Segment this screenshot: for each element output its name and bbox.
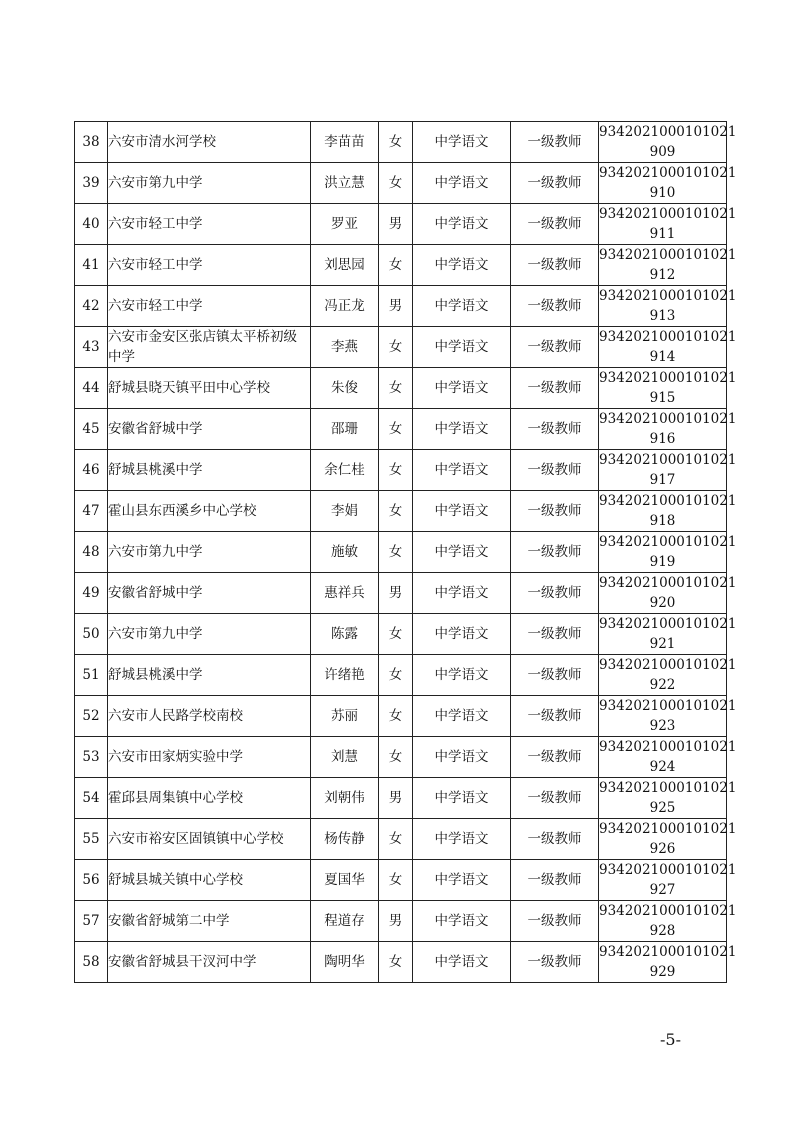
certificate-code-cell <box>599 532 737 573</box>
school-cell: 六安市金安区张店镇太平桥初级中学 <box>108 327 311 368</box>
gender-cell: 女 <box>379 737 413 778</box>
row-number: 56 <box>75 860 108 901</box>
teacher-name-cell: 罗亚 <box>311 204 379 245</box>
certificate-code-line2: 928 <box>649 923 676 939</box>
title-cell: 一级教师 <box>511 942 599 983</box>
row-number: 44 <box>75 368 108 409</box>
certificate-code-line1: 9342021000101021 <box>599 944 737 960</box>
certificate-code-line1: 9342021000101021 <box>599 534 737 550</box>
certificate-code-line2: 924 <box>649 759 676 775</box>
certificate-code-line2: 927 <box>649 882 676 898</box>
row-number: 58 <box>75 942 108 983</box>
certificate-code-line2: 923 <box>649 718 676 734</box>
subject-cell: 中学语文 <box>413 819 511 860</box>
teacher-name-cell: 冯正龙 <box>311 286 379 327</box>
certificate-code-line1: 9342021000101021 <box>599 329 737 345</box>
certificate-code-line1: 9342021000101021 <box>599 575 737 591</box>
certificate-code-cell <box>599 901 737 942</box>
gender-cell: 女 <box>379 655 413 696</box>
title-cell: 一级教师 <box>511 245 599 286</box>
teacher-name-cell: 邵珊 <box>311 409 379 450</box>
row-number: 46 <box>75 450 108 491</box>
table-row <box>75 491 727 532</box>
subject-cell: 中学语文 <box>413 327 511 368</box>
table-row <box>75 860 727 901</box>
table-row <box>75 368 727 409</box>
certificate-code-cell <box>599 655 737 696</box>
certificate-code-line2: 913 <box>649 308 676 324</box>
certificate-code-line1: 9342021000101021 <box>599 165 737 181</box>
gender-cell: 男 <box>379 778 413 819</box>
title-cell: 一级教师 <box>511 696 599 737</box>
certificate-code-line2: 918 <box>649 513 676 529</box>
subject-cell: 中学语文 <box>413 204 511 245</box>
certificate-code-line2: 914 <box>649 349 676 365</box>
subject-cell: 中学语文 <box>413 778 511 819</box>
gender-cell: 男 <box>379 573 413 614</box>
certificate-code-line1: 9342021000101021 <box>599 411 737 427</box>
row-number: 41 <box>75 245 108 286</box>
table-row <box>75 655 727 696</box>
certificate-code-line2: 915 <box>649 390 676 406</box>
gender-cell: 女 <box>379 491 413 532</box>
table-row <box>75 286 727 327</box>
teacher-name-cell: 陶明华 <box>311 942 379 983</box>
teacher-name-cell: 朱俊 <box>311 368 379 409</box>
gender-cell: 女 <box>379 696 413 737</box>
certificate-code-line2: 920 <box>649 595 676 611</box>
gender-cell: 女 <box>379 450 413 491</box>
title-cell: 一级教师 <box>511 737 599 778</box>
subject-cell: 中学语文 <box>413 368 511 409</box>
subject-cell: 中学语文 <box>413 245 511 286</box>
table-row <box>75 204 727 245</box>
row-number: 47 <box>75 491 108 532</box>
title-cell: 一级教师 <box>511 614 599 655</box>
school-cell: 霍邱县周集镇中心学校 <box>108 778 311 819</box>
certificate-code-line1: 9342021000101021 <box>599 698 737 714</box>
page-number: -5- <box>660 1030 681 1049</box>
gender-cell: 女 <box>379 245 413 286</box>
title-cell: 一级教师 <box>511 655 599 696</box>
school-cell: 安徽省舒城县干汊河中学 <box>108 942 311 983</box>
teacher-name-cell: 许绪艳 <box>311 655 379 696</box>
table-row <box>75 450 727 491</box>
table-row <box>75 327 727 368</box>
school-cell: 六安市人民路学校南校 <box>108 696 311 737</box>
subject-cell: 中学语文 <box>413 860 511 901</box>
table-row <box>75 737 727 778</box>
certificate-code-line2: 917 <box>649 472 676 488</box>
certificate-code-line2: 912 <box>649 267 676 283</box>
certificate-code-line2: 919 <box>649 554 676 570</box>
title-cell: 一级教师 <box>511 491 599 532</box>
teacher-name-cell: 刘思园 <box>311 245 379 286</box>
gender-cell: 男 <box>379 901 413 942</box>
gender-cell: 女 <box>379 163 413 204</box>
certificate-code-line2: 922 <box>649 677 676 693</box>
certificate-code-cell <box>599 163 737 204</box>
certificate-code-line1: 9342021000101021 <box>599 288 737 304</box>
gender-cell: 女 <box>379 532 413 573</box>
row-number: 49 <box>75 573 108 614</box>
certificate-code-cell <box>599 368 737 409</box>
certificate-code-line2: 910 <box>649 185 676 201</box>
title-cell: 一级教师 <box>511 204 599 245</box>
row-number: 38 <box>75 122 108 163</box>
subject-cell: 中学语文 <box>413 532 511 573</box>
row-number: 42 <box>75 286 108 327</box>
gender-cell: 女 <box>379 368 413 409</box>
row-number: 57 <box>75 901 108 942</box>
gender-cell: 男 <box>379 204 413 245</box>
teacher-name-cell: 陈露 <box>311 614 379 655</box>
gender-cell: 女 <box>379 860 413 901</box>
teacher-roster-table <box>74 121 737 983</box>
teacher-name-cell: 余仁桂 <box>311 450 379 491</box>
subject-cell: 中学语文 <box>413 450 511 491</box>
school-cell: 舒城县桃溪中学 <box>108 450 311 491</box>
table-row <box>75 122 727 163</box>
teacher-name-cell: 杨传静 <box>311 819 379 860</box>
subject-cell: 中学语文 <box>413 122 511 163</box>
certificate-code-cell <box>599 491 737 532</box>
school-cell: 安徽省舒城第二中学 <box>108 901 311 942</box>
gender-cell: 女 <box>379 327 413 368</box>
title-cell: 一级教师 <box>511 778 599 819</box>
subject-cell: 中学语文 <box>413 901 511 942</box>
certificate-code-line2: 909 <box>649 144 676 160</box>
gender-cell: 男 <box>379 286 413 327</box>
school-cell: 安徽省舒城中学 <box>108 409 311 450</box>
table-row <box>75 942 727 983</box>
title-cell: 一级教师 <box>511 409 599 450</box>
gender-cell: 女 <box>379 614 413 655</box>
teacher-name-cell: 李娟 <box>311 491 379 532</box>
title-cell: 一级教师 <box>511 860 599 901</box>
school-cell: 六安市轻工中学 <box>108 204 311 245</box>
subject-cell: 中学语文 <box>413 573 511 614</box>
certificate-code-line1: 9342021000101021 <box>599 493 737 509</box>
row-number: 39 <box>75 163 108 204</box>
teacher-name-cell: 夏国华 <box>311 860 379 901</box>
gender-cell: 女 <box>379 122 413 163</box>
certificate-code-line1: 9342021000101021 <box>599 370 737 386</box>
subject-cell: 中学语文 <box>413 655 511 696</box>
school-cell: 六安市裕安区固镇镇中心学校 <box>108 819 311 860</box>
row-number: 52 <box>75 696 108 737</box>
school-cell: 六安市田家炳实验中学 <box>108 737 311 778</box>
certificate-code-line1: 9342021000101021 <box>599 903 737 919</box>
table-row <box>75 409 727 450</box>
roster-body <box>75 122 737 983</box>
certificate-code-cell <box>599 450 737 491</box>
certificate-code-line1: 9342021000101021 <box>599 616 737 632</box>
table-row <box>75 163 727 204</box>
teacher-name-cell: 李苗苗 <box>311 122 379 163</box>
teacher-name-cell: 施敏 <box>311 532 379 573</box>
teacher-name-cell: 程道存 <box>311 901 379 942</box>
certificate-code-cell <box>599 573 737 614</box>
certificate-code-line1: 9342021000101021 <box>599 739 737 755</box>
row-number: 51 <box>75 655 108 696</box>
row-number: 53 <box>75 737 108 778</box>
school-cell: 舒城县桃溪中学 <box>108 655 311 696</box>
row-number: 55 <box>75 819 108 860</box>
certificate-code-cell <box>599 696 737 737</box>
certificate-code-line1: 9342021000101021 <box>599 206 737 222</box>
title-cell: 一级教师 <box>511 122 599 163</box>
title-cell: 一级教师 <box>511 573 599 614</box>
certificate-code-cell <box>599 122 737 163</box>
certificate-code-cell <box>599 409 737 450</box>
certificate-code-line2: 929 <box>649 964 676 980</box>
school-cell: 六安市轻工中学 <box>108 245 311 286</box>
certificate-code-line2: 911 <box>649 226 676 242</box>
school-cell: 舒城县城关镇中心学校 <box>108 860 311 901</box>
title-cell: 一级教师 <box>511 327 599 368</box>
row-number: 48 <box>75 532 108 573</box>
row-number: 50 <box>75 614 108 655</box>
title-cell: 一级教师 <box>511 286 599 327</box>
row-number: 45 <box>75 409 108 450</box>
teacher-name-cell: 刘朝伟 <box>311 778 379 819</box>
certificate-code-cell <box>599 614 737 655</box>
table-row <box>75 819 727 860</box>
certificate-code-cell <box>599 778 737 819</box>
school-cell: 霍山县东西溪乡中心学校 <box>108 491 311 532</box>
school-cell: 六安市清水河学校 <box>108 122 311 163</box>
subject-cell: 中学语文 <box>413 286 511 327</box>
teacher-name-cell: 李燕 <box>311 327 379 368</box>
subject-cell: 中学语文 <box>413 942 511 983</box>
certificate-code-cell <box>599 942 737 983</box>
certificate-code-line2: 926 <box>649 841 676 857</box>
title-cell: 一级教师 <box>511 368 599 409</box>
certificate-code-cell <box>599 245 737 286</box>
table-row <box>75 614 727 655</box>
gender-cell: 女 <box>379 942 413 983</box>
certificate-code-cell <box>599 327 737 368</box>
teacher-name-cell: 刘慧 <box>311 737 379 778</box>
certificate-code-line2: 921 <box>649 636 676 652</box>
school-cell: 六安市轻工中学 <box>108 286 311 327</box>
certificate-code-cell <box>599 204 737 245</box>
school-cell: 六安市第九中学 <box>108 163 311 204</box>
school-cell: 安徽省舒城中学 <box>108 573 311 614</box>
certificate-code-line1: 9342021000101021 <box>599 452 737 468</box>
certificate-code-line1: 9342021000101021 <box>599 657 737 673</box>
teacher-name-cell: 苏丽 <box>311 696 379 737</box>
school-cell: 舒城县晓天镇平田中心学校 <box>108 368 311 409</box>
certificate-code-line1: 9342021000101021 <box>599 862 737 878</box>
certificate-code-cell <box>599 737 737 778</box>
table-row <box>75 901 727 942</box>
school-cell: 六安市第九中学 <box>108 614 311 655</box>
certificate-code-line1: 9342021000101021 <box>599 780 737 796</box>
table-row <box>75 532 727 573</box>
row-number: 40 <box>75 204 108 245</box>
title-cell: 一级教师 <box>511 450 599 491</box>
subject-cell: 中学语文 <box>413 614 511 655</box>
title-cell: 一级教师 <box>511 819 599 860</box>
subject-cell: 中学语文 <box>413 491 511 532</box>
certificate-code-line1: 9342021000101021 <box>599 821 737 837</box>
row-number: 54 <box>75 778 108 819</box>
table-row <box>75 696 727 737</box>
certificate-code-cell <box>599 286 737 327</box>
subject-cell: 中学语文 <box>413 696 511 737</box>
teacher-name-cell: 洪立慧 <box>311 163 379 204</box>
certificate-code-line2: 916 <box>649 431 676 447</box>
subject-cell: 中学语文 <box>413 737 511 778</box>
certificate-code-line2: 925 <box>649 800 676 816</box>
title-cell: 一级教师 <box>511 532 599 573</box>
school-cell: 六安市第九中学 <box>108 532 311 573</box>
gender-cell: 女 <box>379 819 413 860</box>
row-number: 43 <box>75 327 108 368</box>
subject-cell: 中学语文 <box>413 163 511 204</box>
table-row <box>75 245 727 286</box>
certificate-code-cell <box>599 819 737 860</box>
table-row <box>75 573 727 614</box>
certificate-code-line1: 9342021000101021 <box>599 247 737 263</box>
title-cell: 一级教师 <box>511 163 599 204</box>
teacher-name-cell: 惠祥兵 <box>311 573 379 614</box>
title-cell: 一级教师 <box>511 901 599 942</box>
gender-cell: 女 <box>379 409 413 450</box>
certificate-code-cell <box>599 860 737 901</box>
table-row <box>75 778 727 819</box>
certificate-code-line1: 9342021000101021 <box>599 124 737 140</box>
subject-cell: 中学语文 <box>413 409 511 450</box>
